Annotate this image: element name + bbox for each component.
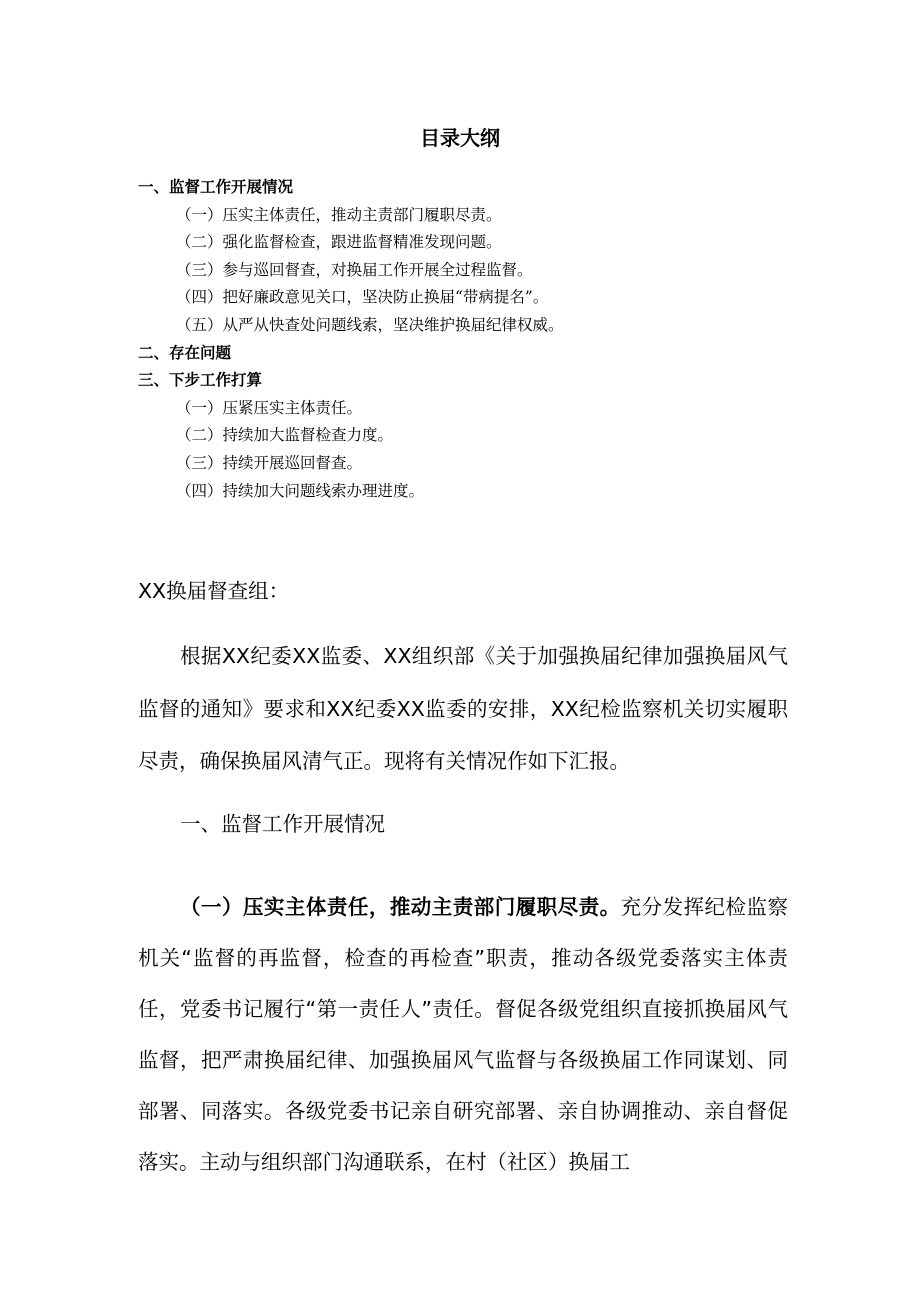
outline-item: 三、下步工作打算 [138, 371, 263, 390]
outline-item: （二）持续加大监督检查力度。 [176, 426, 394, 445]
paragraph-body: 充分发挥纪检监察机关“监督的再监督，检查的再检查”职责，推动各级党委落实主体责任，党委书记履行“第一责任人”责任。督促各级党组织直接抓换届风气监督，把严肃换届纪律、加强换届风气监督与各级换届工作同谋划、同部署、同落实。各级党委书记亲自研究部署、亲自协调推动、亲自督促落实。主动与组织部门沟通联系，在村（社区）换届工 [138, 895, 788, 1174]
section-heading: 一、监督工作开展情况 [180, 812, 385, 836]
intro-paragraph: 根据XX纪委XX监委、XX组织部《关于加强换届纪律加强换届风气监督的通知》要求和XX纪委XX监委的安排，XX纪检监察机关切实履职尽责，确保换届风清气正。现将有关情况作如下汇报。 [138, 644, 788, 773]
outline-list [138, 174, 838, 505]
outline-item: （一）压紧压实主体责任。 [176, 398, 363, 417]
outline-item: （三）参与巡回督查，对换届工作开展全过程监督。 [176, 260, 533, 279]
outline-item: （二）强化监督检查，跟进监督精准发现问题。 [176, 233, 502, 252]
outline-title: 目录大纲 [420, 126, 500, 150]
outline-item: 一、监督工作开展情况 [138, 178, 294, 196]
outline-item: （四）持续加大问题线索办理进度。 [176, 481, 425, 500]
outline-item: 二、存在问题 [138, 343, 232, 362]
paragraph-lead: （一）压实主体责任，推动主责部门履职尽责。 [180, 895, 621, 919]
body-paragraph [138, 882, 788, 1188]
outline-item: （四）把好廉政意见关口，坚决防止换届“带病提名”。 [176, 288, 549, 307]
outline-item: （三）持续开展巡回督查。 [176, 453, 363, 472]
salutation: XX换届督查组： [138, 579, 290, 603]
outline-item: （一）压实主体责任，推动主责部门履职尽责。 [176, 205, 502, 224]
outline-item: （五）从严从快查处问题线索，坚决维护换届纪律权威。 [176, 315, 564, 334]
